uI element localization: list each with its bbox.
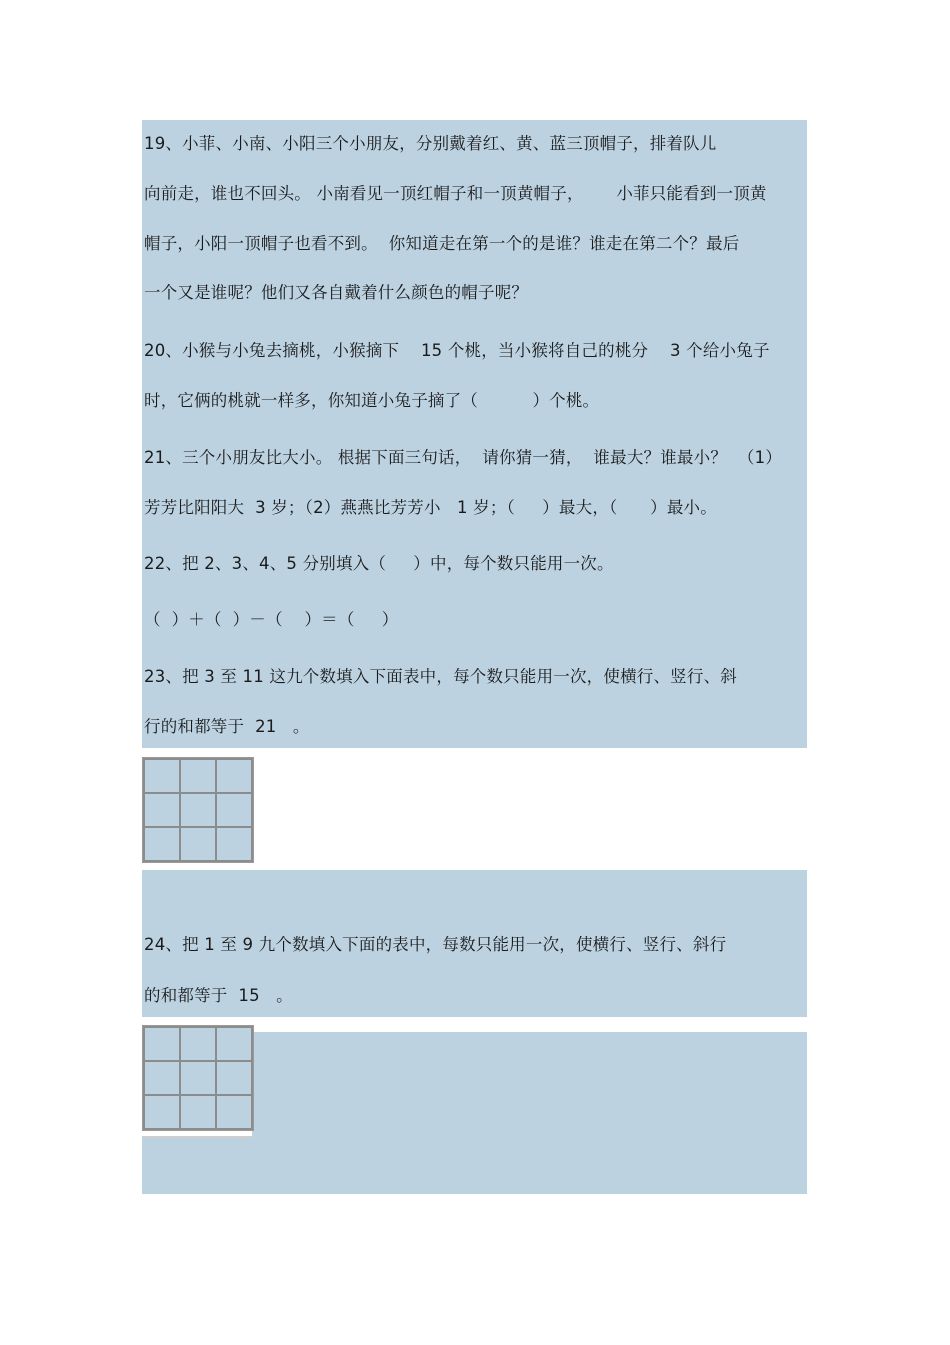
grid-cell[interactable]	[181, 828, 215, 860]
question-panel-19-23	[142, 120, 807, 748]
grid-cell[interactable]	[145, 760, 179, 792]
grid-cell[interactable]	[217, 760, 251, 792]
grid-cell[interactable]	[181, 794, 215, 826]
grid-cell[interactable]	[217, 1096, 251, 1128]
grid-cell[interactable]	[145, 794, 179, 826]
grid-cell[interactable]	[145, 1062, 179, 1094]
grid-cell[interactable]	[181, 1096, 215, 1128]
q19-line-2: 向前走，谁也不回头。 小南看见一顶红帽子和一顶黄帽子， 小菲只能看到一顶黄	[144, 184, 767, 203]
q22-line-1: 22、把 2、3、4、5 分别填入（ ）中，每个数只能用一次。	[144, 554, 614, 573]
grid-cell[interactable]	[145, 828, 179, 860]
q23-magic-square-grid	[142, 757, 254, 863]
q24-line-1: 24、把 1 至 9 九个数填入下面的表中，每数只能用一次，使横行、竖行、斜行	[144, 935, 727, 954]
q20-line-1: 20、小猴与小兔去摘桃，小猴摘下 15 个桃，当小猴将自己的桃分 3 个给小兔子	[144, 341, 770, 360]
q24-magic-square-grid	[142, 1025, 254, 1131]
q21-line-2: 芳芳比阳阳大 3 岁；（2）燕燕比芳芳小 1 岁；（ ）最大，（ ）最小。	[144, 498, 717, 517]
grid-cell[interactable]	[217, 1028, 251, 1060]
grid-cell[interactable]	[181, 1028, 215, 1060]
grid-cell[interactable]	[217, 1062, 251, 1094]
q21-line-1: 21、三个小朋友比大小。 根据下面三句话， 请你猜一猜， 谁最大？谁最小？ （1）	[144, 448, 783, 467]
grid-cell[interactable]	[145, 1096, 179, 1128]
grid-cell[interactable]	[181, 1062, 215, 1094]
q23-line-1: 23、把 3 至 11 这九个数填入下面表中，每个数只能用一次，使横行、竖行、斜	[144, 667, 737, 686]
q23-line-2: 行的和都等于 21 。	[144, 717, 310, 736]
q22-equation: （ ）＋（ ）－（ ）＝（ ）	[144, 610, 399, 629]
q19-line-3: 帽子，小阳一顶帽子也看不到。 你知道走在第一个的是谁？谁走在第二个？最后	[144, 234, 740, 253]
q19-line-4: 一个又是谁呢？他们又各自戴着什么颜色的帽子呢？	[144, 283, 529, 302]
grid-cell[interactable]	[217, 828, 251, 860]
grid-cell[interactable]	[217, 794, 251, 826]
grid-cell[interactable]	[181, 760, 215, 792]
q24-line-2: 的和都等于 15 。	[144, 986, 293, 1005]
q19-line-1: 19、小菲、小南、小阳三个小朋友，分别戴着红、黄、蓝三顶帽子，排着队儿	[144, 134, 717, 153]
grid-cell[interactable]	[145, 1028, 179, 1060]
q20-line-2: 时，它俩的桃就一样多，你知道小兔子摘了（ ）个桃。	[144, 391, 600, 410]
